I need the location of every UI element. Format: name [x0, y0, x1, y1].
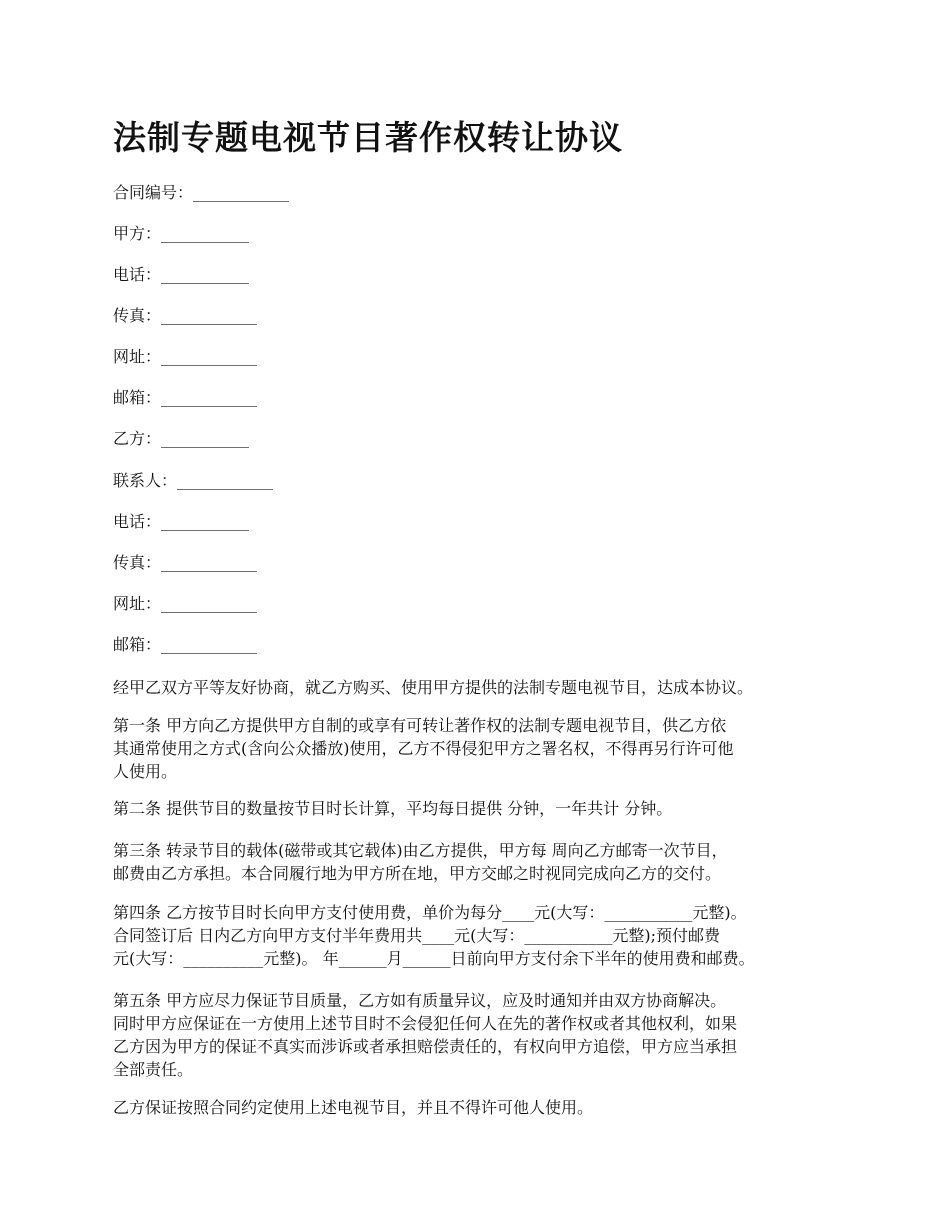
- article-1-paragraph: 第一条 甲方向乙方提供甲方自制的或享有可转让著作权的法制专题电视节目，供乙方依 其通常使用之方式(含向公众播放)使用，乙方不得侵犯甲方之署名权，不得再另行许可他 人使用。: [113, 716, 734, 781]
- article-4-paragraph: 第四条 乙方按节目时长向甲方支付使用费，单价为每分____元(大写：___________元整)。 合同签订后 日内乙方向甲方支付半年费用共____元(大写：___________元整);预付邮费 元(大写：__________元整)。 年______月______日前向甲方支付余下半年的使用费和邮费。: [113, 903, 755, 968]
- party-a-field: 甲方：___________: [113, 224, 250, 243]
- party-b-website-field: 网址：____________: [113, 594, 258, 613]
- preamble-paragraph: 经甲乙双方平等友好协商，就乙方购买、使用甲方提供的法制专题电视节目，达成本协议。: [113, 678, 754, 697]
- party-a-website-field: 网址：____________: [113, 347, 258, 366]
- party-a-phone-field: 电话：___________: [113, 265, 250, 284]
- article-2-paragraph: 第二条 提供节目的数量按节目时长计算，平均每日提供 分钟，一年共计 分钟。: [113, 799, 673, 818]
- contract-number-field: 合同编号：____________: [113, 183, 290, 202]
- party-a-email-field: 邮箱：____________: [113, 388, 258, 407]
- article-3-paragraph: 第三条 转录节目的载体(磁带或其它载体)由乙方提供，甲方每 周向乙方邮寄一次节目， 邮费由乙方承担。本合同履行地为甲方所在地，甲方交邮之时视同完成向乙方的交付。: [113, 841, 728, 883]
- party-a-fax-field: 传真：____________: [113, 306, 258, 325]
- party-b-fax-field: 传真：____________: [113, 553, 258, 572]
- document-title: 法制专题电视节目著作权转让协议: [113, 118, 623, 157]
- party-b-field: 乙方：___________: [113, 429, 250, 448]
- party-b-phone-field: 电话：___________: [113, 512, 250, 531]
- party-b-guarantee-paragraph: 乙方保证按照合同约定使用上述电视节目，并且不得许可他人使用。: [113, 1098, 594, 1117]
- party-b-email-field: 邮箱：____________: [113, 635, 258, 654]
- article-5-paragraph: 第五条 甲方应尽力保证节目质量，乙方如有质量异议，应及时通知并由双方协商解决。 同时甲方应保证在一方使用上述节目时不会侵犯任何人在先的著作权或者其他权利，如果 乙方因为甲方的保证不真实而涉诉或者承担赔偿责任的，有权向甲方追偿，甲方应当承担 全部责任。: [113, 991, 738, 1079]
- party-b-contact-field: 联系人：____________: [113, 471, 274, 490]
